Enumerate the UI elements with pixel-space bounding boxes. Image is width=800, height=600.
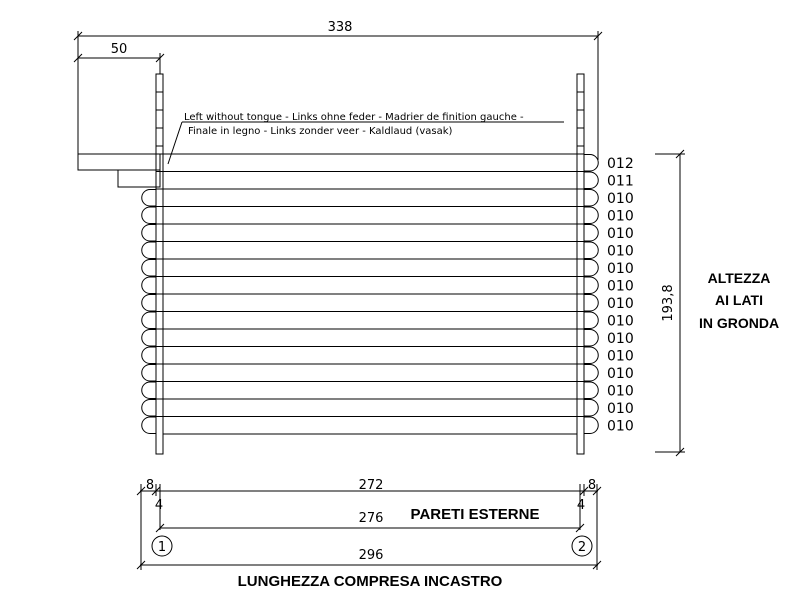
note-line-1: Left without tongue - Links ohne feder - Madrier de finition gauche - [184,112,524,123]
wall-plank [163,224,577,242]
right-log-end [584,400,598,417]
left-log-end [142,295,156,312]
plank-codes [607,156,634,435]
overall-width-value: 338 [327,20,353,35]
left-log-end [142,312,156,329]
left-log-end [142,277,156,294]
wall-plank [163,329,577,347]
left-log-end [142,225,156,242]
left-post [156,74,163,454]
right-log-end [584,207,598,224]
walls-label: PARETI ESTERNE [410,506,540,523]
wall-plank [163,382,577,400]
right-log-end [584,260,598,277]
left-log-end [142,382,156,399]
length-label: LUNGHEZZA COMPRESA INCASTRO [237,573,503,590]
note-leader [168,122,182,164]
left-log-end [142,347,156,364]
wall-plank [163,347,577,365]
right-post [577,74,584,454]
wall-plank [163,154,577,172]
total-length-value: 296 [358,548,384,563]
wall-plank [163,364,577,382]
wall-plank [163,242,577,260]
wall-plank [163,277,577,295]
height-label-line-3: IN GRONDA [698,315,780,331]
wall-plank [163,294,577,312]
right-log-end [584,347,598,364]
right-log-end [584,382,598,399]
right-log-end [584,155,598,172]
right-log-end [584,312,598,329]
plank-code: 010 [607,225,634,242]
plank-code: 010 [607,190,634,207]
wall-plank [163,312,577,330]
plank-code: 010 [607,330,634,347]
right-log-end [584,417,598,434]
plank-code: 010 [607,278,634,295]
plank-code: 010 [607,313,634,330]
plank-code: 010 [607,295,634,312]
left-log-end [142,400,156,417]
plank-code: 011 [607,173,634,190]
left-roof-support [118,170,160,187]
plank-code: 010 [607,208,634,225]
right-log-end [584,225,598,242]
right-log-end [584,330,598,347]
right-log-end [584,242,598,259]
left-gap-value: 8 [145,478,155,493]
plank-code: 010 [607,383,634,400]
wall-planks [142,92,599,434]
plank-code: 010 [607,260,634,277]
right-log-end [584,190,598,207]
left-log-end [142,190,156,207]
height-label-line-2: AI LATI [715,292,763,308]
inner-length-value: 272 [358,478,384,493]
right-log-end [584,172,598,189]
plank-code: 010 [607,348,634,365]
wall-plank [163,207,577,225]
outer-length-value: 276 [358,511,384,526]
marker-left-label: 1 [157,540,167,555]
wall-plank [163,399,577,417]
plank-code: 010 [607,365,634,382]
left-log-end [142,260,156,277]
marker-right-label: 2 [577,540,587,555]
right-log-end [584,277,598,294]
left-roof-board [78,154,160,170]
left-offset-value: 4 [154,498,164,513]
left-log-end [142,242,156,259]
left-log-end [142,365,156,382]
wall-plank [163,259,577,277]
left-log-end [142,417,156,434]
right-log-end [584,295,598,312]
right-log-end [584,365,598,382]
wall-plank [163,417,577,435]
overhang-value: 50 [110,42,128,57]
note-line-2: Finale in legno - Links zonder veer - Kaldlaud (vasak) [188,126,453,137]
left-log-end [142,207,156,224]
wall-plank [163,189,577,207]
height-value: 193,8 [661,284,676,322]
wall-plank [163,172,577,190]
plank-code: 010 [607,418,634,435]
right-offset-value: 4 [576,498,586,513]
right-gap-value: 8 [587,478,597,493]
plank-code: 012 [607,155,634,172]
left-log-end [142,330,156,347]
plank-code: 010 [607,400,634,417]
height-label-line-1: ALTEZZA [707,270,771,286]
plank-code: 010 [607,243,634,260]
